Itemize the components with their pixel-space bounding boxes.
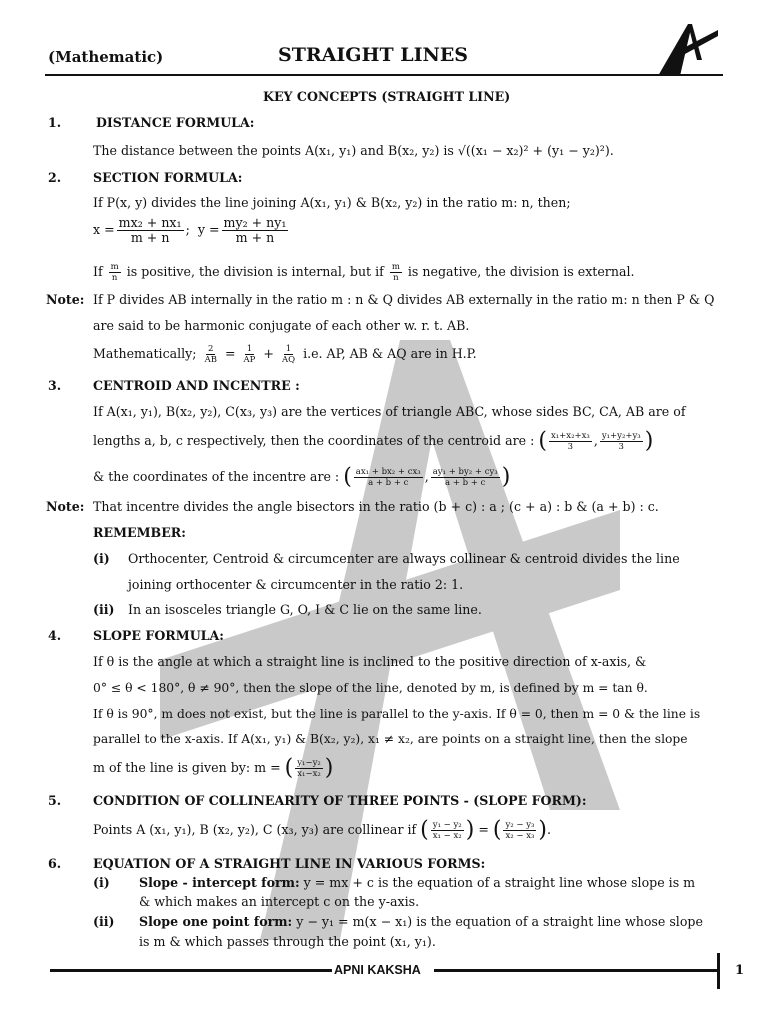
page-title: STRAIGHT LINES: [278, 44, 469, 66]
slope-line-3: If θ is 90°, m does not exist, but the line is parallel to the y-axis. If θ = 0, then m = 0 & the line is: [93, 707, 701, 721]
remember-i-line-2: joining orthocenter & circumcenter in the ratio 2: 1.: [128, 577, 464, 592]
slope-line-5: m of the line is given by: m = ( $\frac{\text{y₁−y₂}}{\text{x₁−x₂}}$ ): [93, 755, 334, 781]
division-internal-text: is positive, the division is internal, but if: [126, 264, 384, 279]
note-label-2: Note:: [46, 499, 85, 514]
main-heading: KEY CONCEPTS (STRAIGHT LINE): [263, 89, 511, 104]
section-6-number: 6.: [48, 856, 62, 871]
brand-logo-icon: [650, 20, 720, 78]
section-2-title: SECTION FORMULA:: [93, 170, 243, 185]
harmonic-note-line-2: are said to be harmonic conjugate of each other w. r. t. AB.: [93, 318, 470, 333]
incentre-line: & the coordinates of the incentre are : ( $\frac{\text{ax₁ + bx₂ + cx₃}}{a + b + c}$ , $\frac{\text{ay₁ + by₂ + cy₃}}{a + b + c}$ ): [93, 464, 511, 490]
form-i-label: (i): [93, 875, 110, 890]
section-5-title: CONDITION OF COLLINEARITY OF THREE POINTS - (SLOPE FORM):: [93, 793, 587, 808]
slope-line-2: 0° ≤ θ < 180°, θ ≠ 90°, then the slope of the line, denoted by m, is defined by m = tan θ.: [93, 681, 648, 695]
incentre-note: That incentre divides the angle bisectors in the ratio (b + c) : a ; (c + a) : b & (a + b) : c.: [93, 499, 659, 514]
x-denominator: m + n: [130, 230, 170, 245]
triangle-vertices-line: If A(x₁, y₁), B(x₂, y₂), C(x₃, y₃) are the vertices of triangle ABC, whose sides BC, CA, AB are of: [93, 404, 686, 419]
distance-formula-text: The distance between the points A(x₁, y₁) and B(x₂, y₂) is √((x₁ − x₂)² + (y₁ − y₂)²).: [93, 143, 614, 158]
header-rule: [45, 74, 723, 76]
form-ii-line-2: is m & which passes through the point (x₁, y₁).: [139, 934, 436, 949]
section-4-number: 4.: [48, 628, 62, 643]
division-external-text: is negative, the division is external.: [407, 264, 635, 279]
section-6-title: EQUATION OF A STRAIGHT LINE IN VARIOUS FORMS:: [93, 856, 486, 871]
remember-heading: REMEMBER:: [93, 525, 186, 540]
section-4-title: SLOPE FORMULA:: [93, 628, 224, 643]
section-1-number: 1.: [48, 115, 62, 130]
remember-ii-label: (ii): [93, 602, 115, 617]
section-formula-equation: x = $\frac{\text{mx₂ + nx₁}}{m + n}$ ; y = $\frac{\text{my₂ + ny₁}}{m + n}$: [93, 215, 287, 245]
section-5-number: 5.: [48, 793, 62, 808]
footer-brand: APNI KAKSHA: [334, 963, 421, 977]
form-i-line-2: & which makes an intercept c on the y-axis.: [139, 894, 420, 909]
form-ii-line-1: Slope one point form: y − y₁ = m(x − x₁) is the equation of a straight line whose slope: [139, 914, 703, 929]
collinearity-line: Points A (x₁, y₁), B (x₂, y₂), C (x₃, y₃) are collinear if ( $\frac{\text{y₁ − y₂}}{\text{x₁ − x₂}}$ ) = ( $\frac{\text{y₂ − y₃}}{\text{x₂ − x₃}}$ ).: [93, 817, 552, 843]
remember-i-label: (i): [93, 551, 110, 566]
section-3-title: CENTROID AND INCENTRE :: [93, 378, 300, 393]
harmonic-math-line: Mathematically; $\frac{2}{AB}$ = $\frac{1}{AP}$ + $\frac{1}{AQ}$ i.e. AP, AB & AQ are in H.P.: [93, 344, 477, 365]
page-number: 1: [735, 963, 745, 978]
section-2-number: 2.: [48, 170, 62, 185]
subject-label: (Mathematic): [48, 48, 164, 66]
section-3-number: 3.: [48, 378, 62, 393]
remember-i-line-1: Orthocenter, Centroid & circumcenter are always collinear & centroid divides the line: [128, 551, 680, 566]
section-formula-intro: If P(x, y) divides the line joining A(x₁, y₁) & B(x₂, y₂) in the ratio m: n, then;: [93, 195, 571, 210]
note-label: Note:: [46, 292, 85, 307]
x-numerator: mx₂ + nx₁: [118, 215, 182, 230]
division-rule-line: If $\frac{m}{n}$ is positive, the division is internal, but if $\frac{m}{n}$ is negative, the division is external.: [93, 262, 635, 283]
footer-rule-left: [50, 969, 332, 972]
centroid-line: lengths a, b, c respectively, then the coordinates of the centroid are : ( $\frac{\text{x₁+x₂+x₃}}{3}$ , $\frac{\text{y₁+y₂+y₃}}{3}$ ): [93, 428, 654, 454]
y-numerator: my₂ + ny₁: [223, 215, 287, 230]
harmonic-note-line-1: If P divides AB internally in the ratio m : n & Q divides AB externally in the ratio m: n then P & Q: [93, 292, 715, 307]
slope-line-1: If θ is the angle at which a straight line is inclined to the positive direction of x-axis, &: [93, 654, 647, 669]
section-1-title: DISTANCE FORMULA:: [96, 115, 255, 130]
footer-divider: [717, 953, 720, 989]
form-ii-label: (ii): [93, 914, 115, 929]
slope-line-4: parallel to the x-axis. If A(x₁, y₁) & B(x₂, y₂), x₁ ≠ x₂, are points on a straight line, then the slope: [93, 732, 688, 746]
remember-ii-text: In an isosceles triangle G, O, I & C lie on the same line.: [128, 602, 482, 617]
form-i-line-1: Slope - intercept form: y = mx + c is the equation of a straight line whose slope is m: [139, 875, 696, 890]
footer-rule-right: [434, 969, 719, 972]
y-denominator: m + n: [235, 230, 275, 245]
